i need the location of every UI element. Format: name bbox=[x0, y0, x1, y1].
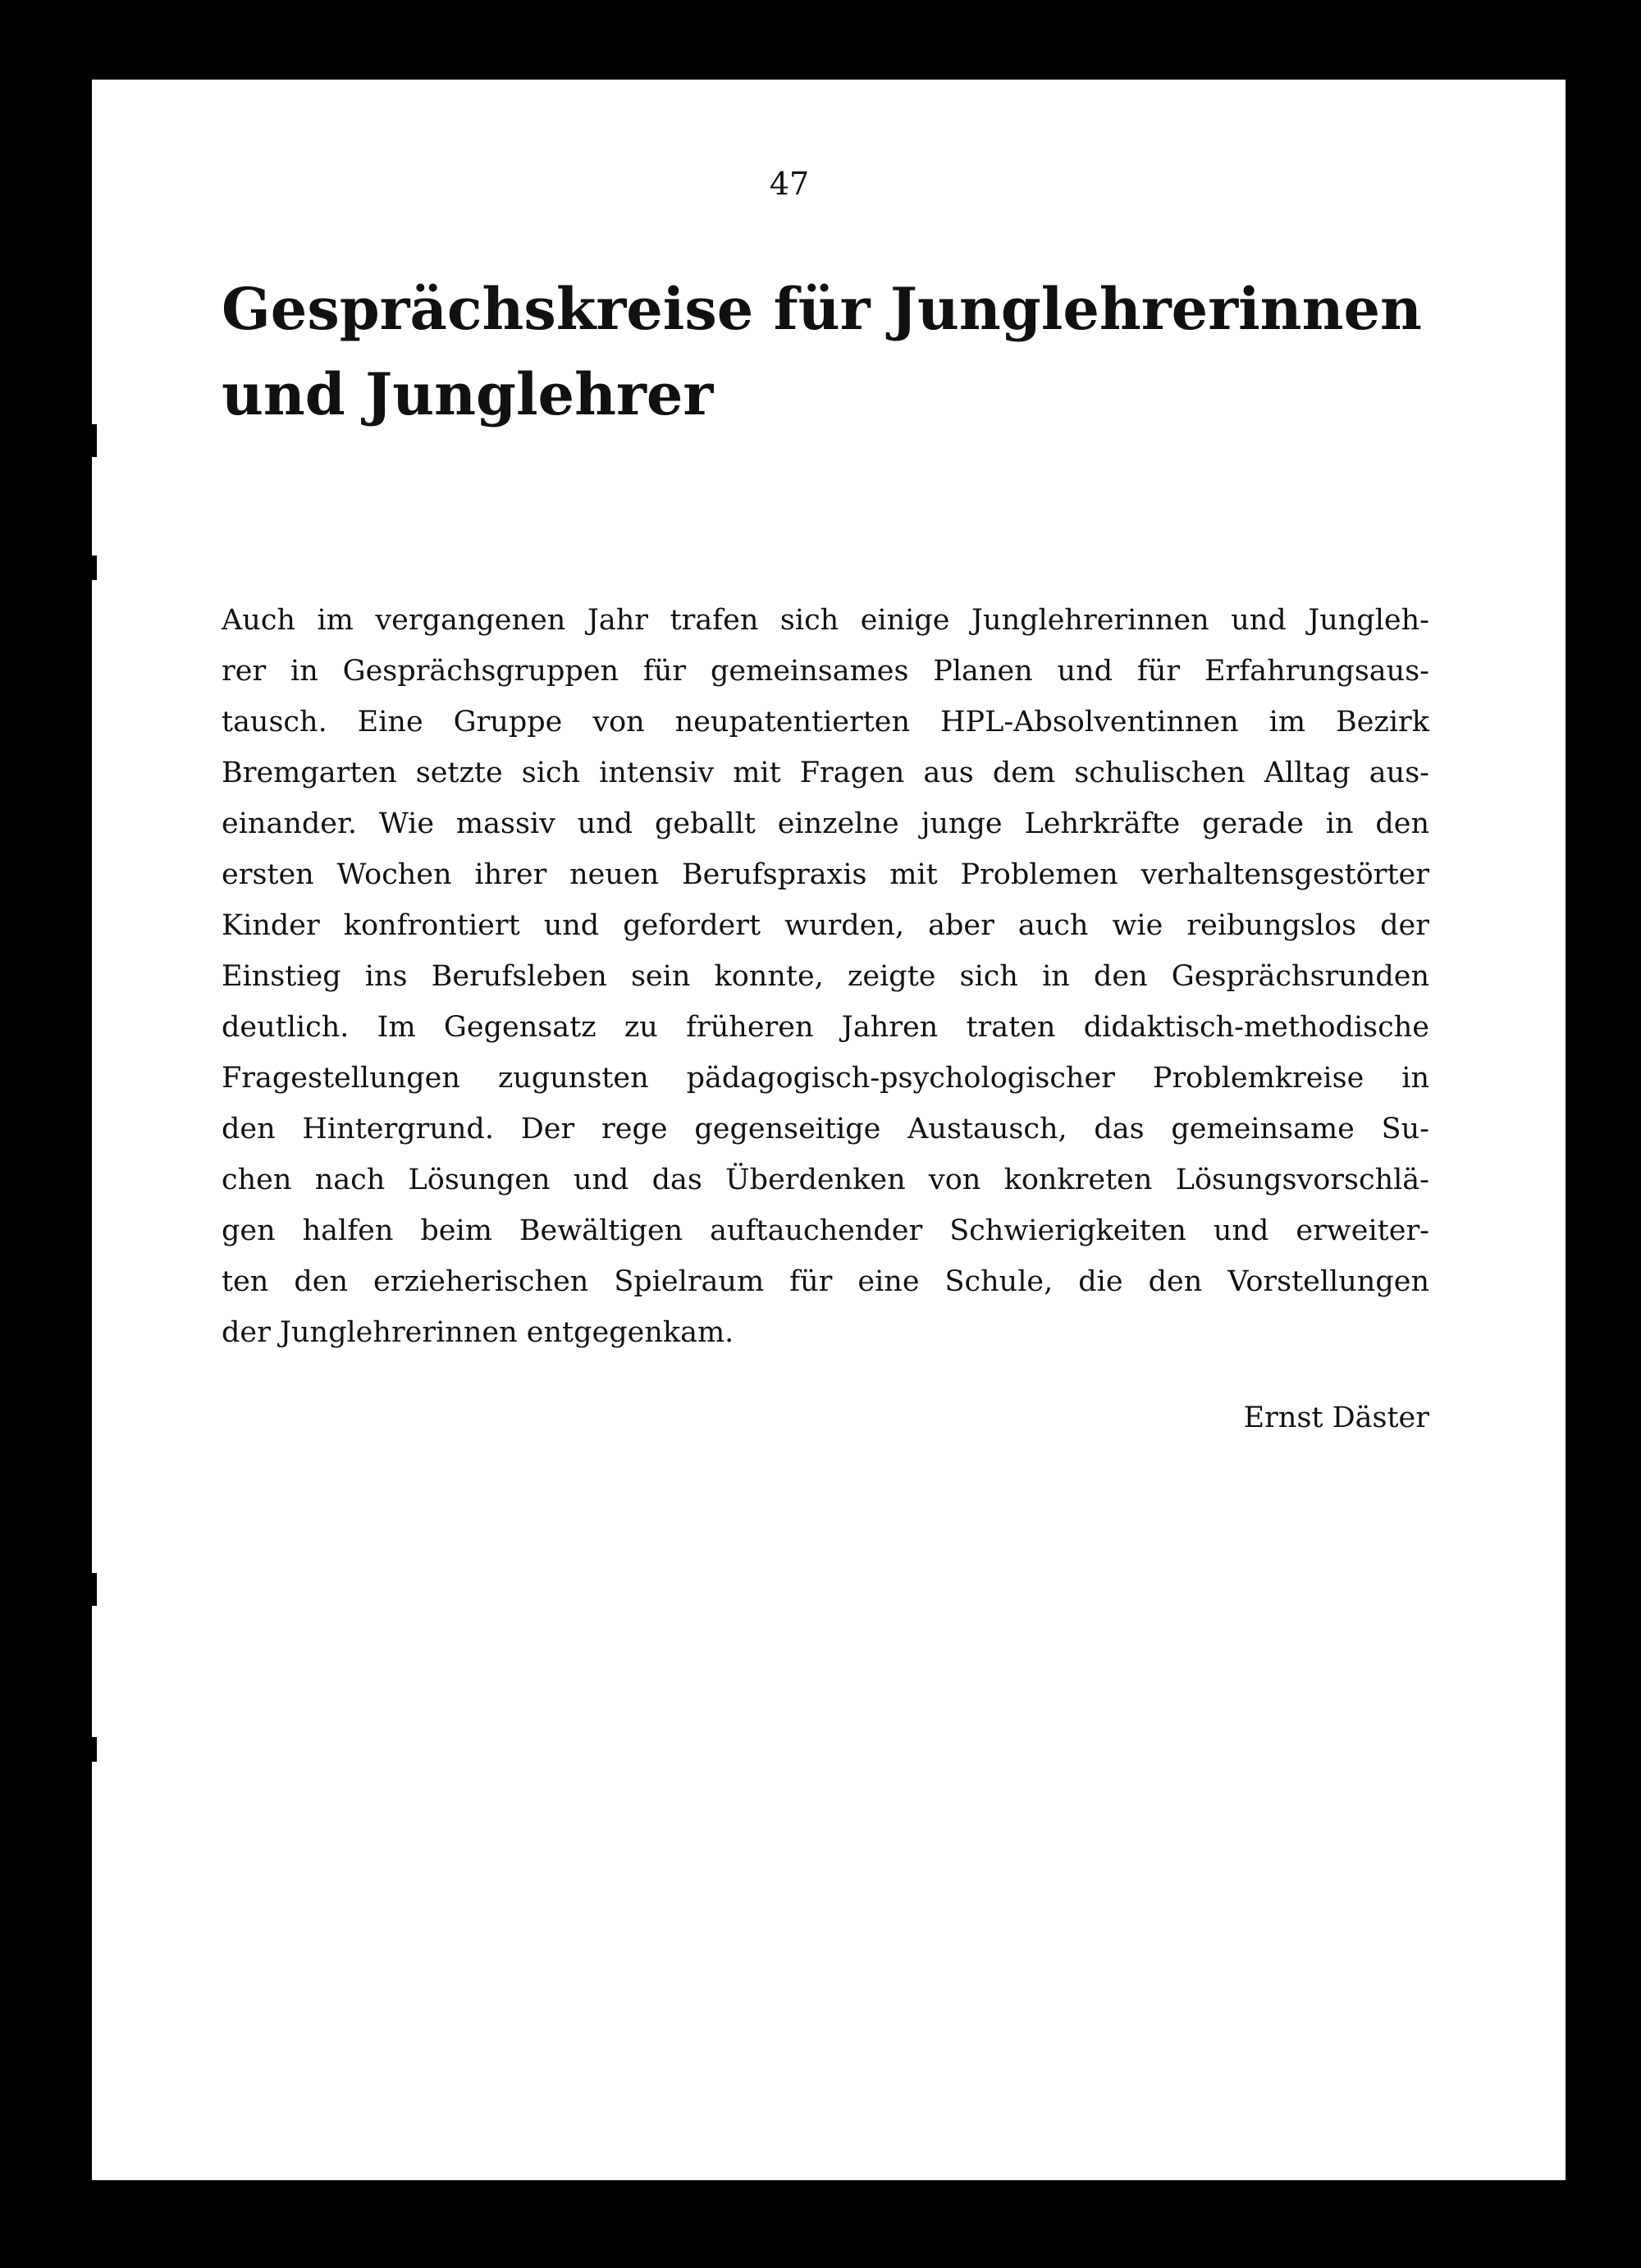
body-line: chen nach Lösungen und das Überdenken von konkreten Lösungsvorschlä- bbox=[222, 1164, 1429, 1196]
page-title bbox=[222, 267, 1422, 437]
page-title-line: Gesprächskreise für Junglehrerinnen bbox=[222, 275, 1422, 343]
scan-edge-mark bbox=[92, 1573, 97, 1606]
body-line: gen halfen beim Bewältigen auftauchender Schwierigkeiten und erweiter- bbox=[222, 1214, 1429, 1247]
body-paragraph bbox=[222, 595, 1429, 1358]
body-line: Kinder konfrontiert und gefordert wurden, aber auch wie reibungslos der bbox=[222, 909, 1429, 942]
body-line: Bremgarten setzte sich intensiv mit Fragen aus dem schulischen Alltag aus- bbox=[222, 757, 1429, 789]
body-line: ersten Wochen ihrer neuen Berufspraxis mit Problemen verhaltensgestörter bbox=[222, 858, 1429, 891]
body-line: deutlich. Im Gegensatz zu früheren Jahren traten didaktisch-methodische bbox=[222, 1011, 1429, 1044]
body-line: rer in Gesprächsgruppen für gemeinsames Planen und für Erfahrungsaus- bbox=[222, 655, 1429, 688]
body-line: ten den erzieherischen Spielraum für eine Schule, die den Vorstellungen bbox=[222, 1265, 1429, 1298]
body-line: den Hintergrund. Der rege gegenseitige Austausch, das gemeinsame Su- bbox=[222, 1113, 1429, 1145]
page-number: 47 bbox=[769, 166, 810, 202]
page-title-line: und Junglehrer bbox=[222, 360, 714, 428]
author-signature: Ernst Däster bbox=[1243, 1401, 1429, 1434]
scanned-page bbox=[92, 80, 1566, 2180]
scan-edge-mark bbox=[92, 1737, 97, 1762]
scan-edge-mark bbox=[92, 556, 97, 580]
body-line: Einstieg ins Berufsleben sein konnte, zeigte sich in den Gesprächsrunden bbox=[222, 960, 1429, 993]
scan-edge-mark bbox=[92, 424, 97, 457]
body-line: Auch im vergangenen Jahr trafen sich einige Junglehrerinnen und Jungleh- bbox=[222, 604, 1429, 637]
body-line: tausch. Eine Gruppe von neupatentierten HPL-Absolventinnen im Bezirk bbox=[222, 706, 1429, 738]
body-line: Fragestellungen zugunsten pädagogisch-psychologischer Problemkreise in bbox=[222, 1062, 1429, 1095]
body-line: der Junglehrerinnen entgegenkam. bbox=[222, 1316, 734, 1349]
body-line: einander. Wie massiv und geballt einzelne junge Lehrkräfte gerade in den bbox=[222, 807, 1429, 840]
